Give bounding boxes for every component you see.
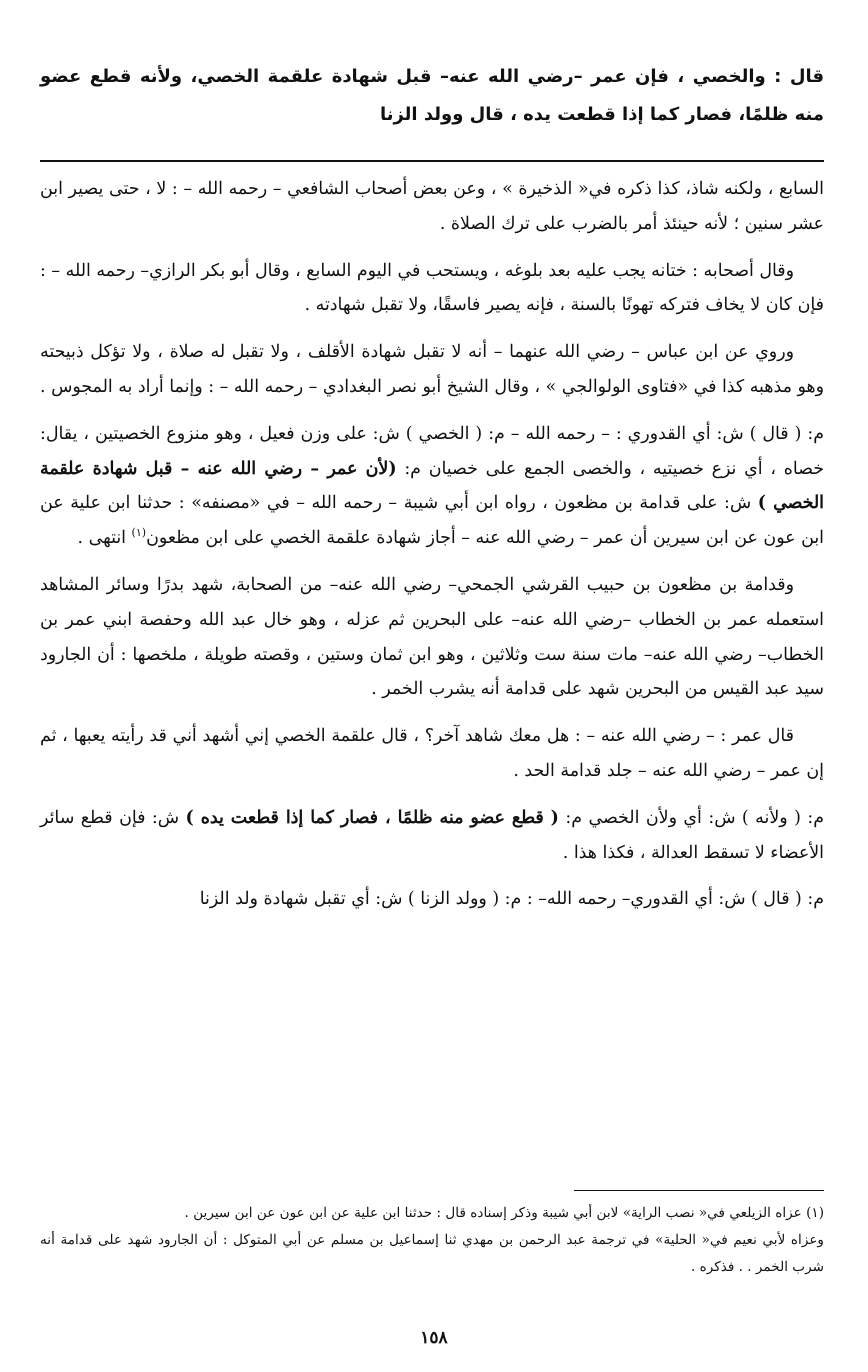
commentary-body bbox=[40, 172, 824, 929]
paragraph-4-lead: م: ( قال ) ش: أي القدوري : – رحمه الله – م: ( الخصي ) ش: على وزن فعيل ، وهو منزوع الخصيتين ، يقال: خصاه ، أي نزع خصيتيه ، والخصى الجمع على خصيان م: bbox=[40, 423, 824, 479]
paragraph-7-lead: م: ( ولأنه ) ش: أي ولأن الخصي م: bbox=[558, 807, 824, 828]
paragraph-1: السابع ، ولكنه شاذ، كذا ذكره في« الذخيرة » ، وعن بعض أصحاب الشافعي – رحمه الله – : لا ، حتى يصير ابن عشر سنين ؛ لأنه حينئذ أمر بالضرب على ترك الصلاة . bbox=[40, 179, 824, 234]
paragraph-3: وروي عن ابن عباس – رضي الله عنهما – أنه لا تقبل شهادة الأقلف ، ولا تقبل له صلاة ، ولا تؤكل ذبيحته وهو مذهبه كذا في «فتاوى الولوالجي » ، وقال الشيخ أبو نصر البغدادي – رحمه الله – : وإنما أراد به المجوس . bbox=[40, 342, 824, 397]
footnote-1: (١) عزاه الزيلعي في« نصب الراية» لابن أبي شيبة وذكر إسناده قال : حدثنا ابن علية عن ابن عون عن ابن سيرين . bbox=[184, 1205, 824, 1221]
paragraph-7-quote: ( قطع عضو منه ظلمًا ، فصار كما إذا قطعت يده ) bbox=[185, 807, 559, 828]
matn-header: قال : والخصي ، فإن عمر –رضي الله عنه– قبل شهادة علقمة الخصي، ولأنه قطع عضو منه ظلمًا، فصار كما إذا قطعت يده ، قال وولد الزنا bbox=[40, 66, 824, 125]
paragraph-5: وقدامة بن مظعون بن حبيب القرشي الجمحي– رضي الله عنه– من الصحابة، شهد بدرًا وسائر المشاهد استعمله عمر بن الخطاب –رضي الله عنه– على البحرين ثم عزله ، وهو خال عبد الله وحفصة ابني عمر بن الخطاب– رضي الله عنه– مات سنة ست وثلاثين ، وهو ابن ثمان وستين ، وقصته طويلة ، ملخصها : أن الجارود سيد عبد القيس من البحرين شهد على قدامة أنه يشرب الخمر . bbox=[40, 574, 824, 700]
footnote-1-continued: وعزاه لأبي نعيم في« الحلية» في ترجمة عبد الرحمن بن مهدي ثنا إسماعيل بن مسلم عن أبي المتوكل : أن الجارود شهد على قدامة أنه شرب الخمر . . فذكره . bbox=[40, 1232, 824, 1275]
paragraph-4-end: انتهى . bbox=[77, 528, 132, 549]
paragraph-2: وقال أصحابه : ختانه يجب عليه بعد بلوغه ، ويستحب في اليوم السابع ، وقال أبو بكر الرازي– رحمه الله – : فإن كان لا يخاف فتركه تهونًا بالسنة ، فإنه يصير فاسقًا، ولا تقبل شهادته . bbox=[40, 260, 824, 316]
paragraph-7-text: ش: فإن قطع سائر الأعضاء لا تسقط العدالة ، فكذا هذا . bbox=[40, 807, 824, 863]
footnote-divider bbox=[574, 1190, 824, 1191]
page-number: ١٥٨ bbox=[420, 1328, 448, 1348]
paragraph-4 bbox=[40, 417, 824, 556]
paragraph-8: م: ( قال ) ش: أي القدوري– رحمه الله– : م: ( وولد الزنا ) ش: أي تقبل شهادة ولد الزنا bbox=[199, 889, 824, 910]
paragraph-4-quote: (لأن عمر – رضي الله عنه – قبل شهادة علقمة الخصي ) bbox=[40, 458, 824, 514]
header-divider bbox=[40, 160, 824, 162]
paragraph-4-text: ش: على قدامة بن مظعون ، رواه ابن أبي شيبة – رحمه الله – في «مصنفه» : حدثنا ابن علية عن ابن عون عن ابن سيرين أن عمر – رضي الله عنه – أجاز شهادة علقمة الخصي على ابن مظعون bbox=[40, 493, 824, 549]
footnotes bbox=[40, 1200, 824, 1281]
paragraph-6: قال عمر : – رضي الله عنه – : هل معك شاهد آخر؟ ، قال علقمة الخصي إني أشهد أني قد رأيته يعبها ، ثم إن عمر – رضي الله عنه – جلد قدامة الحد . bbox=[40, 726, 824, 781]
footnote-ref[interactable]: (١) bbox=[131, 526, 147, 540]
paragraph-7 bbox=[40, 801, 824, 871]
